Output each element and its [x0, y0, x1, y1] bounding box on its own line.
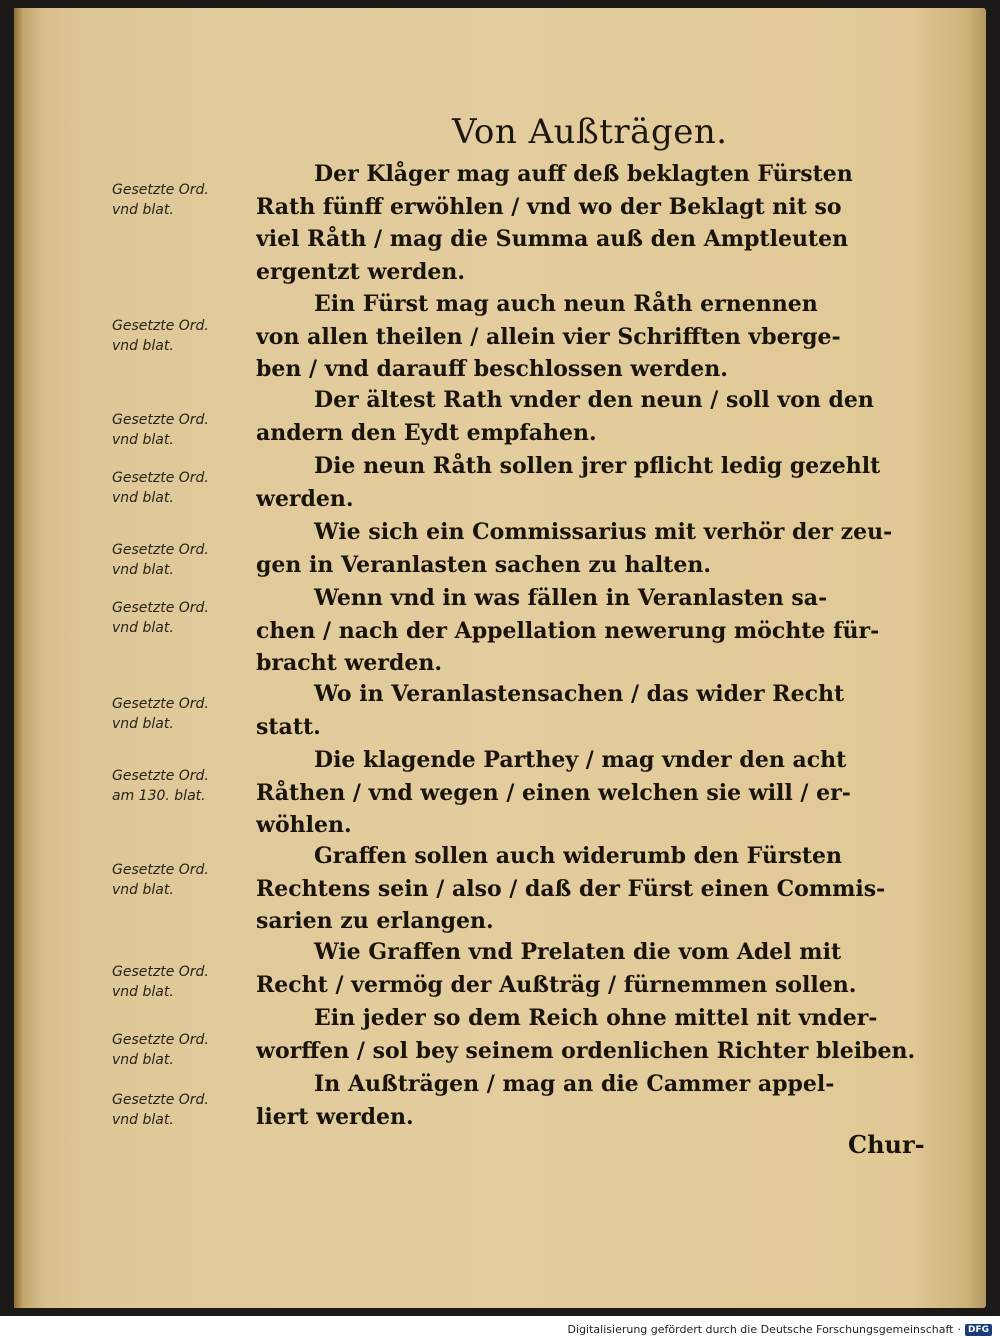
text-line: statt.: [256, 713, 321, 740]
margin-note-line: Gesetzte Ord.: [112, 470, 209, 486]
text-line: Recht / vermög der Außträg / fürnemmen sollen.: [256, 971, 857, 998]
margin-note-line: vnd blat.: [112, 882, 174, 898]
margin-note: [112, 540, 262, 580]
margin-note: [112, 962, 262, 1002]
text-line: viel Råth / mag die Summa auß den Amptleuten: [256, 226, 849, 252]
paragraph: [256, 1002, 932, 1067]
text-line: Wo in Veranlastensachen / das wider Recht: [314, 681, 845, 707]
margin-note-line: vnd blat.: [112, 562, 174, 578]
margin-note-line: vnd blat.: [112, 984, 174, 1000]
text-line: Wenn vnd in was fällen in Veranlasten sa-: [314, 585, 828, 611]
paragraph: [256, 678, 932, 743]
margin-note: [112, 468, 262, 508]
margin-note: [112, 860, 262, 900]
margin-note-line: Gesetzte Ord.: [112, 862, 209, 878]
text-line: werden.: [256, 485, 354, 512]
paragraph: [256, 840, 932, 938]
margin-note-line: Gesetzte Ord.: [112, 1032, 209, 1048]
text-line: Ein Fürst mag auch neun Råth ernennen: [314, 291, 818, 317]
margin-note-line: vnd blat.: [112, 338, 174, 354]
text-line: Rechtens sein / also / daß der Fürst einen Commis-: [256, 875, 886, 902]
separator: ·: [957, 1323, 961, 1336]
text-line: worffen / sol bey seinem ordenlichen Richter bleiben.: [256, 1037, 916, 1064]
margin-note-line: vnd blat.: [112, 620, 174, 636]
text-line: Wie sich ein Commissarius mit verhör der zeu-: [314, 519, 893, 545]
paragraph: [256, 1068, 932, 1133]
margin-note-line: vnd blat.: [112, 1052, 174, 1068]
margin-note-line: am 130. blat.: [112, 788, 206, 804]
paragraph: [256, 936, 932, 1001]
margin-note: [112, 180, 262, 220]
page-header: Von Außträgen.: [452, 112, 728, 152]
margin-note: [112, 694, 262, 734]
text-line: sarien zu erlangen.: [256, 908, 494, 934]
catchword: Chur-: [848, 1130, 925, 1159]
credit-text: Digitalisierung gefördert durch die Deutsche Forschungsgemeinschaft: [567, 1323, 954, 1336]
text-line: Råthen / vnd wegen / einen welchen sie will / er-: [256, 779, 851, 806]
text-line: wöhlen.: [256, 812, 352, 838]
paragraph: [256, 582, 932, 680]
paragraph: [256, 744, 932, 842]
margin-note-line: Gesetzte Ord.: [112, 964, 209, 980]
margin-note-line: vnd blat.: [112, 490, 174, 506]
margin-note: [112, 766, 262, 806]
margin-note-line: Gesetzte Ord.: [112, 768, 209, 784]
text-line: ergentzt werden.: [256, 258, 465, 285]
text-line: Graffen sollen auch widerumb den Fürsten: [314, 843, 843, 869]
text-line: chen / nach der Appellation newerung möchte für-: [256, 617, 880, 644]
text-line: Ein jeder so dem Reich ohne mittel nit vnder-: [314, 1005, 878, 1031]
paragraph: [256, 288, 932, 386]
margin-note-line: vnd blat.: [112, 1112, 174, 1128]
margin-note-line: Gesetzte Ord.: [112, 182, 209, 198]
paragraph: [256, 516, 932, 581]
margin-note: [112, 410, 262, 450]
text-line: bracht werden.: [256, 650, 443, 676]
margin-note-line: vnd blat.: [112, 716, 174, 732]
margin-note: [112, 598, 262, 638]
text-line: liert werden.: [256, 1103, 414, 1130]
paragraph: [256, 384, 932, 449]
margin-note: [112, 1090, 262, 1130]
margin-note-line: Gesetzte Ord.: [112, 696, 209, 712]
dfg-logo: DFG: [965, 1324, 992, 1336]
margin-note-line: vnd blat.: [112, 432, 174, 448]
margin-note-line: Gesetzte Ord.: [112, 542, 209, 558]
paragraph: [256, 450, 932, 515]
text-line: ben / vnd darauff beschlossen werden.: [256, 356, 728, 382]
page-gutter: [14, 8, 24, 1308]
margin-note: [112, 1030, 262, 1070]
margin-note-line: Gesetzte Ord.: [112, 600, 209, 616]
text-line: gen in Veranlasten sachen zu halten.: [256, 551, 711, 578]
text-line: Wie Graffen vnd Prelaten die vom Adel mit: [314, 939, 842, 965]
text-line: Die neun Råth sollen jrer pflicht ledig gezehlt: [314, 453, 881, 479]
text-line: von allen theilen / allein vier Schrifften vberge-: [256, 323, 841, 350]
text-line: Der ältest Rath vnder den neun / soll von den: [314, 387, 874, 413]
text-line: In Außträgen / mag an die Cammer appel-: [314, 1071, 835, 1097]
text-line: Der Klåger mag auff deß beklagten Fürsten: [314, 161, 853, 187]
margin-note-line: Gesetzte Ord.: [112, 318, 209, 334]
text-line: Die klagende Parthey / mag vnder den acht: [314, 747, 847, 773]
paragraph: [256, 158, 932, 288]
margin-note-line: vnd blat.: [112, 202, 174, 218]
text-line: andern den Eydt empfahen.: [256, 419, 597, 446]
margin-note-line: Gesetzte Ord.: [112, 412, 209, 428]
digitization-credit: [568, 1323, 992, 1336]
margin-note-line: Gesetzte Ord.: [112, 1092, 209, 1108]
text-line: Rath fünff erwöhlen / vnd wo der Beklagt nit so: [256, 193, 842, 220]
margin-note: [112, 316, 262, 356]
